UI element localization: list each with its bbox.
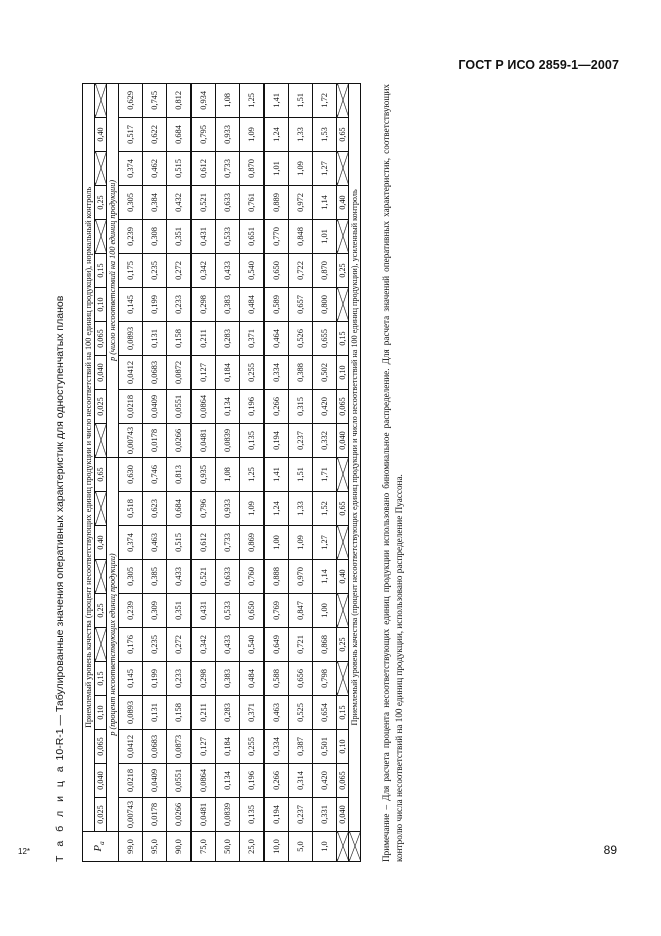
table-cell: 0,0178 — [143, 798, 167, 832]
table-cell: 0,431 — [191, 594, 216, 628]
table-cell: 0,420 — [313, 390, 337, 424]
table-cell: 0,0872 — [167, 356, 192, 390]
table-cell: 0,760 — [240, 560, 265, 594]
table-cell: 1,01 — [264, 152, 289, 186]
aql-bottom-blank — [337, 83, 349, 117]
table-cell: 1,14 — [313, 560, 337, 594]
table-cell: 0,145 — [119, 288, 143, 322]
table-cell: 0,501 — [313, 730, 337, 764]
table-cell: 0,134 — [216, 764, 240, 798]
table-cell: 0,334 — [264, 356, 289, 390]
table-cell: 0,464 — [264, 322, 289, 356]
table-cell: 1,01 — [313, 220, 337, 254]
table-cell: 0,0864 — [191, 764, 216, 798]
pa-value: 25,0 — [240, 832, 265, 862]
table-cell: 0,733 — [216, 526, 240, 560]
table-cell: 0,870 — [240, 152, 265, 186]
aql-bottom-blank — [337, 662, 349, 696]
subheader-per-hundred: p (число несоответствий на 100 единиц продукции) — [107, 83, 119, 457]
table-cell: 0,746 — [143, 458, 167, 492]
pa-value: 10,0 — [264, 832, 289, 862]
table-cell: 0,0893 — [119, 696, 143, 730]
table-cell: 0,334 — [264, 730, 289, 764]
table-cell: 0,0873 — [167, 730, 192, 764]
table-cell: 0,515 — [167, 526, 192, 560]
table-cell: 1,25 — [240, 458, 265, 492]
aql-top-value: 0,10 — [95, 288, 107, 322]
table-cell: 1,27 — [313, 526, 337, 560]
table-cell: 0,848 — [289, 220, 313, 254]
table-cell: 0,484 — [240, 288, 265, 322]
table-cell: 0,651 — [240, 220, 265, 254]
aql-top-blank — [95, 492, 107, 526]
table-cell: 1,09 — [289, 152, 313, 186]
table-cell: 0,0218 — [119, 764, 143, 798]
table-cell: 0,745 — [143, 83, 167, 117]
table-cell: 0,0266 — [167, 798, 192, 832]
aql-bottom-value: 0,040 — [337, 424, 349, 458]
table-cell: 0,502 — [313, 356, 337, 390]
table-cell: 1,00 — [264, 526, 289, 560]
table-cell: 0,199 — [143, 662, 167, 696]
table-cell: 0,194 — [264, 798, 289, 832]
aql-bottom-value: 0,10 — [337, 730, 349, 764]
table-cell: 0,0839 — [216, 424, 240, 458]
table-cell: 0,612 — [191, 152, 216, 186]
table-cell: 0,305 — [119, 186, 143, 220]
table-cell: 0,0218 — [119, 390, 143, 424]
table-cell: 0,0683 — [143, 356, 167, 390]
table-cell: 0,272 — [167, 254, 192, 288]
table-cell: 0,935 — [191, 458, 216, 492]
caption-title: Табулированные значения оперативных характеристик для одноступенчатых планов — [54, 295, 66, 713]
table-cell: 0,431 — [191, 220, 216, 254]
pa-value: 99,0 — [119, 832, 143, 862]
table-cell: 0,433 — [216, 628, 240, 662]
table-cell: 0,0551 — [167, 764, 192, 798]
table-cell: 1,53 — [313, 118, 337, 152]
table-cell: 0,650 — [264, 254, 289, 288]
aql-top-blank — [95, 424, 107, 458]
table-cell: 0,314 — [289, 764, 313, 798]
aql-top-blank — [95, 220, 107, 254]
table-cell: 0,623 — [143, 492, 167, 526]
table-cell: 0,184 — [216, 356, 240, 390]
table-cell: 0,655 — [313, 322, 337, 356]
table-cell: 1,33 — [289, 492, 313, 526]
page-number: 89 — [603, 843, 617, 857]
table-cell: 0,211 — [191, 696, 216, 730]
table-cell: 0,847 — [289, 594, 313, 628]
table-cell: 0,239 — [119, 220, 143, 254]
aql-top-blank — [95, 152, 107, 186]
table-cell: 0,432 — [167, 186, 192, 220]
table-cell: 0,239 — [119, 594, 143, 628]
table-cell: 0,235 — [143, 628, 167, 662]
table-cell: 0,433 — [167, 560, 192, 594]
table-cell: 0,588 — [264, 662, 289, 696]
table-cell: 1,09 — [240, 492, 265, 526]
table-cell: 0,517 — [119, 118, 143, 152]
table-cell: 0,237 — [289, 798, 313, 832]
table-cell: 0,194 — [264, 424, 289, 458]
aql-top-value: 0,065 — [95, 322, 107, 356]
group-header-normal: Приемлемый уровень качества (процент несоответствующих единиц продукции и число несоответствий на 100 единиц продукции), нормальный контроль — [83, 83, 95, 831]
table-cell: 1,51 — [289, 458, 313, 492]
table-cell: 0,722 — [289, 254, 313, 288]
table-cell: 0,385 — [143, 560, 167, 594]
table-cell: 0,0178 — [143, 424, 167, 458]
table-cell: 1,09 — [240, 118, 265, 152]
aql-top-value: 0,65 — [95, 458, 107, 492]
caption-table-word: Т а б л и ц а — [54, 763, 66, 862]
table-cell: 0,383 — [216, 662, 240, 696]
table-cell: 0,199 — [143, 288, 167, 322]
oc-table — [82, 83, 361, 862]
pa-value: 1,0 — [313, 832, 337, 862]
table-cell: 0,272 — [167, 628, 192, 662]
table-cell: 0,521 — [191, 560, 216, 594]
table-cell: 0,869 — [240, 526, 265, 560]
aql-bottom-value: 0,065 — [337, 764, 349, 798]
bottom-left-blank — [337, 832, 349, 862]
caption-table-number: 10-R-1 — — [54, 714, 66, 761]
sheet-mark: 12* — [18, 847, 31, 856]
aql-bottom-blank — [337, 220, 349, 254]
table-cell: 0,255 — [240, 730, 265, 764]
table-cell: 0,00743 — [119, 424, 143, 458]
table-cell: 0,235 — [143, 254, 167, 288]
table-cell: 0,374 — [119, 152, 143, 186]
table-cell: 1,24 — [264, 118, 289, 152]
table-cell: 1,51 — [289, 83, 313, 117]
table-cell: 0,266 — [264, 764, 289, 798]
table-cell: 0,383 — [216, 288, 240, 322]
table-cell: 0,298 — [191, 662, 216, 696]
table-cell: 0,533 — [216, 594, 240, 628]
pa-value: 75,0 — [191, 832, 216, 862]
table-cell: 0,0481 — [191, 424, 216, 458]
table-cell: 0,463 — [264, 696, 289, 730]
table-cell: 0,342 — [191, 254, 216, 288]
table-cell: 0,0481 — [191, 798, 216, 832]
aql-top-blank — [95, 83, 107, 117]
table-cell: 0,371 — [240, 696, 265, 730]
table-cell: 1,25 — [240, 83, 265, 117]
table-cell: 0,387 — [289, 730, 313, 764]
table-cell: 0,972 — [289, 186, 313, 220]
aql-bottom-value: 0,10 — [337, 356, 349, 390]
aql-bottom-value: 0,40 — [337, 186, 349, 220]
table-cell: 0,233 — [167, 288, 192, 322]
table-cell: 0,518 — [119, 492, 143, 526]
table-cell: 0,800 — [313, 288, 337, 322]
table-cell: 0,196 — [240, 390, 265, 424]
table-cell: 0,388 — [289, 356, 313, 390]
table-cell: 0,0683 — [143, 730, 167, 764]
pa-value: 90,0 — [167, 832, 192, 862]
table-cell: 0,525 — [289, 696, 313, 730]
table-cell: 0,684 — [167, 118, 192, 152]
document-id: ГОСТ Р ИСО 2859-1—2007 — [458, 58, 619, 72]
table-cell: 0,656 — [289, 662, 313, 696]
aql-bottom-blank — [337, 458, 349, 492]
pa-value: 5,0 — [289, 832, 313, 862]
table-cell: 0,633 — [216, 186, 240, 220]
table-cell: 0,770 — [264, 220, 289, 254]
table-cell: 0,145 — [119, 662, 143, 696]
table-cell: 0,650 — [240, 594, 265, 628]
aql-top-value: 0,25 — [95, 594, 107, 628]
table-cell: 0,342 — [191, 628, 216, 662]
table-cell: 0,540 — [240, 254, 265, 288]
group-header-tightened: Приемлемый уровень качества (процент несоответствующих единиц продукции и число несоответствий на 100 единиц продукции), усиленный контроль — [349, 83, 361, 831]
table-cell: 1,24 — [264, 492, 289, 526]
aql-top-value: 0,25 — [95, 186, 107, 220]
table-cell: 0,812 — [167, 83, 192, 117]
table-cell: 0,0409 — [143, 390, 167, 424]
table-cell: 0,158 — [167, 696, 192, 730]
table-cell: 0,463 — [143, 526, 167, 560]
table-cell: 0,0893 — [119, 322, 143, 356]
table-cell: 0,589 — [264, 288, 289, 322]
aql-top-value: 0,040 — [95, 764, 107, 798]
table-cell: 0,351 — [167, 594, 192, 628]
table-cell: 0,888 — [264, 560, 289, 594]
table-cell: 1,41 — [264, 83, 289, 117]
table-cell: 0,484 — [240, 662, 265, 696]
table-cell: 0,371 — [240, 322, 265, 356]
aql-bottom-blank — [337, 152, 349, 186]
table-cell: 0,0266 — [167, 424, 192, 458]
table-cell: 0,184 — [216, 730, 240, 764]
pa-header-cell — [83, 832, 119, 862]
aql-bottom-value: 0,25 — [337, 254, 349, 288]
table-cell: 0,384 — [143, 186, 167, 220]
rotated-table-block — [54, 84, 474, 862]
table-cell: 1,08 — [216, 458, 240, 492]
aql-top-value: 0,040 — [95, 356, 107, 390]
table-cell: 0,526 — [289, 322, 313, 356]
table-cell: 0,796 — [191, 492, 216, 526]
table-cell: 0,684 — [167, 492, 192, 526]
table-cell: 0,134 — [216, 390, 240, 424]
aql-bottom-blank — [337, 526, 349, 560]
table-cell: 0,315 — [289, 390, 313, 424]
table-cell: 0,970 — [289, 560, 313, 594]
table-cell: 0,176 — [119, 628, 143, 662]
table-cell: 0,462 — [143, 152, 167, 186]
table-cell: 0,721 — [289, 628, 313, 662]
table-cell: 0,351 — [167, 220, 192, 254]
aql-bottom-blank — [337, 288, 349, 322]
table-cell: 0,769 — [264, 594, 289, 628]
aql-top-value: 0,40 — [95, 526, 107, 560]
table-cell: 0,622 — [143, 118, 167, 152]
table-cell: 0,0409 — [143, 764, 167, 798]
pa-value: 95,0 — [143, 832, 167, 862]
table-cell: 0,933 — [216, 492, 240, 526]
table-cell: 0,305 — [119, 560, 143, 594]
table-cell: 0,798 — [313, 662, 337, 696]
table-cell: 0,131 — [143, 696, 167, 730]
aql-bottom-value: 0,15 — [337, 322, 349, 356]
table-cell: 0,332 — [313, 424, 337, 458]
pa-subscript: a — [98, 841, 107, 845]
table-cell: 0,0412 — [119, 356, 143, 390]
table-cell: 1,41 — [264, 458, 289, 492]
table-cell: 0,889 — [264, 186, 289, 220]
table-cell: 0,868 — [313, 628, 337, 662]
table-cell: 0,521 — [191, 186, 216, 220]
table-cell: 0,135 — [240, 798, 265, 832]
table-cell: 1,08 — [216, 83, 240, 117]
table-cell: 0,612 — [191, 526, 216, 560]
table-cell: 0,433 — [216, 254, 240, 288]
aql-bottom-value: 0,040 — [337, 798, 349, 832]
table-cell: 0,237 — [289, 424, 313, 458]
table-cell: 1,71 — [313, 458, 337, 492]
table-cell: 0,934 — [191, 83, 216, 117]
table-cell: 0,630 — [119, 458, 143, 492]
table-cell: 0,540 — [240, 628, 265, 662]
table-cell: 0,629 — [119, 83, 143, 117]
table-cell: 0,374 — [119, 526, 143, 560]
table-cell: 0,654 — [313, 696, 337, 730]
aql-top-value: 0,40 — [95, 118, 107, 152]
table-cell: 0,158 — [167, 322, 192, 356]
table-cell: 0,649 — [264, 628, 289, 662]
table-cell: 0,813 — [167, 458, 192, 492]
table-cell: 0,0412 — [119, 730, 143, 764]
aql-bottom-value: 0,15 — [337, 696, 349, 730]
table-cell: 0,175 — [119, 254, 143, 288]
aql-bottom-value: 0,40 — [337, 560, 349, 594]
table-cell: 0,308 — [143, 220, 167, 254]
table-cell: 1,00 — [313, 594, 337, 628]
table-cell: 0,633 — [216, 560, 240, 594]
aql-bottom-value: 0,65 — [337, 118, 349, 152]
table-cell: 0,0839 — [216, 798, 240, 832]
table-cell: 0,127 — [191, 730, 216, 764]
table-cell: 0,761 — [240, 186, 265, 220]
table-cell: 0,127 — [191, 356, 216, 390]
aql-top-value: 0,065 — [95, 730, 107, 764]
table-cell: 1,72 — [313, 83, 337, 117]
table-cell: 0,00743 — [119, 798, 143, 832]
table-cell: 0,131 — [143, 322, 167, 356]
table-cell: 0,533 — [216, 220, 240, 254]
aql-top-value: 0,025 — [95, 798, 107, 832]
table-cell: 1,09 — [289, 526, 313, 560]
aql-bottom-value: 0,065 — [337, 390, 349, 424]
table-cell: 0,657 — [289, 288, 313, 322]
table-cell: 0,283 — [216, 322, 240, 356]
table-cell: 1,52 — [313, 492, 337, 526]
table-cell: 0,795 — [191, 118, 216, 152]
aql-top-value: 0,025 — [95, 390, 107, 424]
pa-label: P — [92, 844, 105, 852]
table-note: Примечание – Для расчета процента несоответствующих единиц продукции использовано биномиальное распределение. Для расчета значений оперативных характеристик, соответствующих контролю числа несоответствий на 100 единиц продукции, использовано распределение Пуассона. — [381, 84, 404, 862]
table-cell: 0,515 — [167, 152, 192, 186]
table-cell: 0,196 — [240, 764, 265, 798]
table-cell: 0,298 — [191, 288, 216, 322]
table-cell: 0,135 — [240, 424, 265, 458]
table-cell: 0,420 — [313, 764, 337, 798]
table-cell: 0,233 — [167, 662, 192, 696]
pa-value: 50,0 — [216, 832, 240, 862]
table-cell: 0,309 — [143, 594, 167, 628]
table-cell: 0,283 — [216, 696, 240, 730]
aql-top-blank — [95, 560, 107, 594]
table-cell: 0,933 — [216, 118, 240, 152]
table-cell: 0,0551 — [167, 390, 192, 424]
table-cell: 0,266 — [264, 390, 289, 424]
aql-top-blank — [95, 628, 107, 662]
table-cell: 0,0864 — [191, 390, 216, 424]
table-cell: 1,14 — [313, 186, 337, 220]
footer-left-blank — [349, 832, 361, 862]
aql-top-value: 0,15 — [95, 254, 107, 288]
table-caption — [54, 84, 66, 862]
aql-top-value: 0,10 — [95, 696, 107, 730]
aql-top-value: 0,15 — [95, 662, 107, 696]
table-cell: 0,255 — [240, 356, 265, 390]
aql-bottom-blank — [337, 594, 349, 628]
table-cell: 0,870 — [313, 254, 337, 288]
table-cell: 0,733 — [216, 152, 240, 186]
table-cell: 1,27 — [313, 152, 337, 186]
table-cell: 0,211 — [191, 322, 216, 356]
aql-bottom-value: 0,65 — [337, 492, 349, 526]
table-cell: 1,33 — [289, 118, 313, 152]
table-cell: 0,331 — [313, 798, 337, 832]
subheader-percent: p (процент несоответствующих единиц продукции) — [107, 458, 119, 832]
aql-bottom-value: 0,25 — [337, 628, 349, 662]
